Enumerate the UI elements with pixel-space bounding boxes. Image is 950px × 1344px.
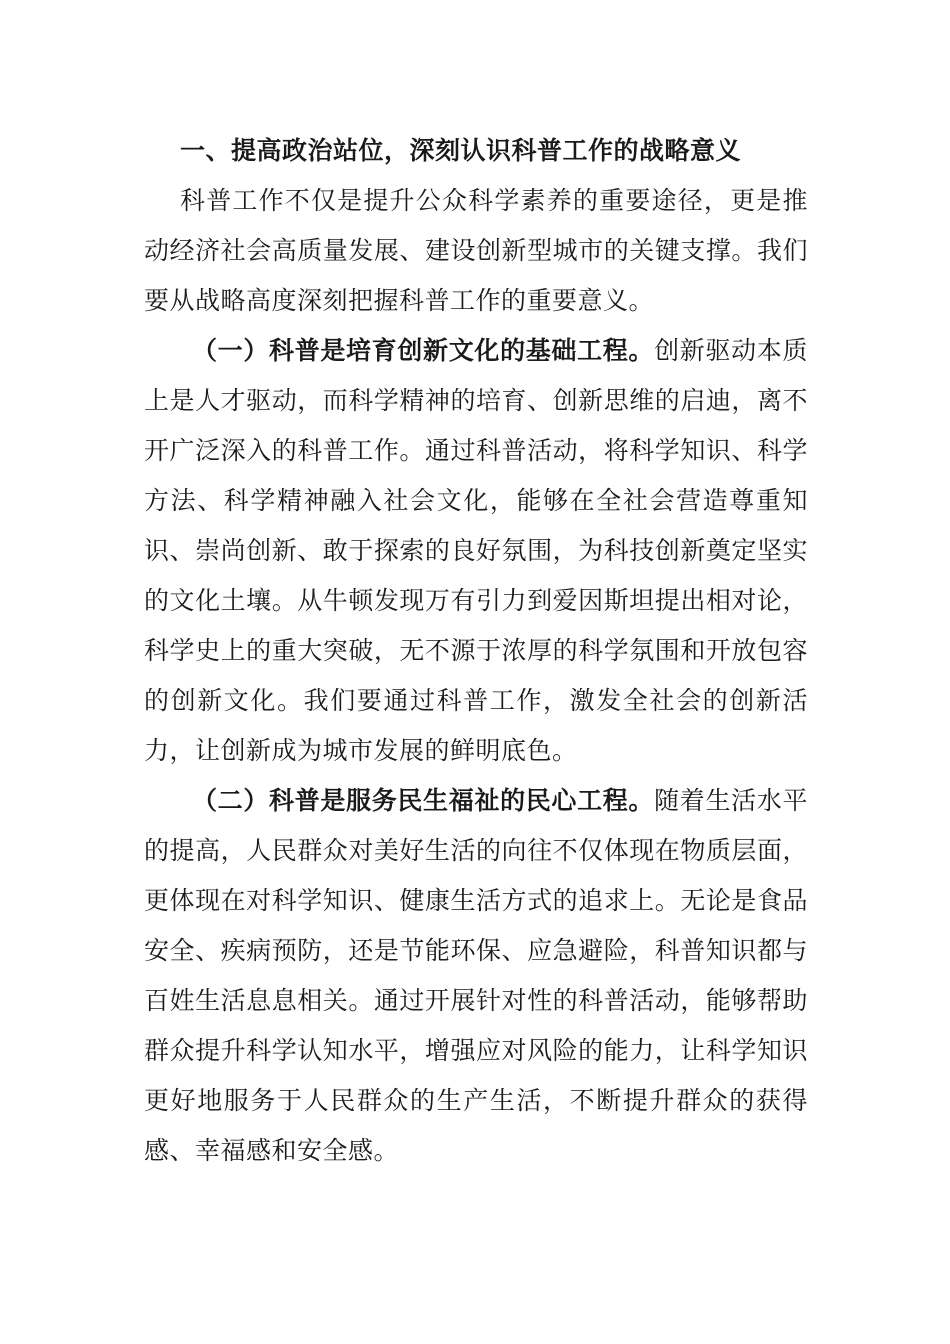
subsection-paragraph-1 <box>144 326 808 776</box>
document-body <box>144 126 808 1176</box>
subsection-body-2: 随着生活水平的提高，人民群众对美好生活的向往不仅体现在物质层面，更体现在对科学知识、健康生活方式的追求上。无论是食品安全、疾病预防，还是节能环保、应急避险，科普知识都与百姓生活息息相关。通过开展针对性的科普活动，能够帮助群众提升科学认知水平，增强应对风险的能力，让科学知识更好地服务于人民群众的生产生活，不断提升群众的获得感、幸福感和安全感。 <box>144 786 808 1165</box>
subsection-lead-2: （二）科普是服务民生福祉的民心工程。 <box>192 786 655 815</box>
subsection-paragraph-2 <box>144 776 808 1176</box>
subsection-lead-1: （一）科普是培育创新文化的基础工程。 <box>192 336 655 365</box>
section-heading: 一、提高政治站位，深刻认识科普工作的战略意义 <box>180 136 742 165</box>
subsection-body-1: 创新驱动本质上是人才驱动，而科学精神的培育、创新思维的启迪，离不开广泛深入的科普工作。通过科普活动，将科学知识、科学方法、科学精神融入社会文化，能够在全社会营造尊重知识、崇尚创新、敢于探索的良好氛围，为科技创新奠定坚实的文化土壤。从牛顿发现万有引力到爱因斯坦提出相对论，科学史上的重大突破，无不源于浓厚的科学氛围和开放包容的创新文化。我们要通过科普工作，激发全社会的创新活力，让创新成为城市发展的鲜明底色。 <box>144 336 808 765</box>
intro-paragraph: 科普工作不仅是提升公众科学素养的重要途径，更是推动经济社会高质量发展、建设创新型城市的关键支撑。我们要从战略高度深刻把握科普工作的重要意义。 <box>144 186 808 315</box>
